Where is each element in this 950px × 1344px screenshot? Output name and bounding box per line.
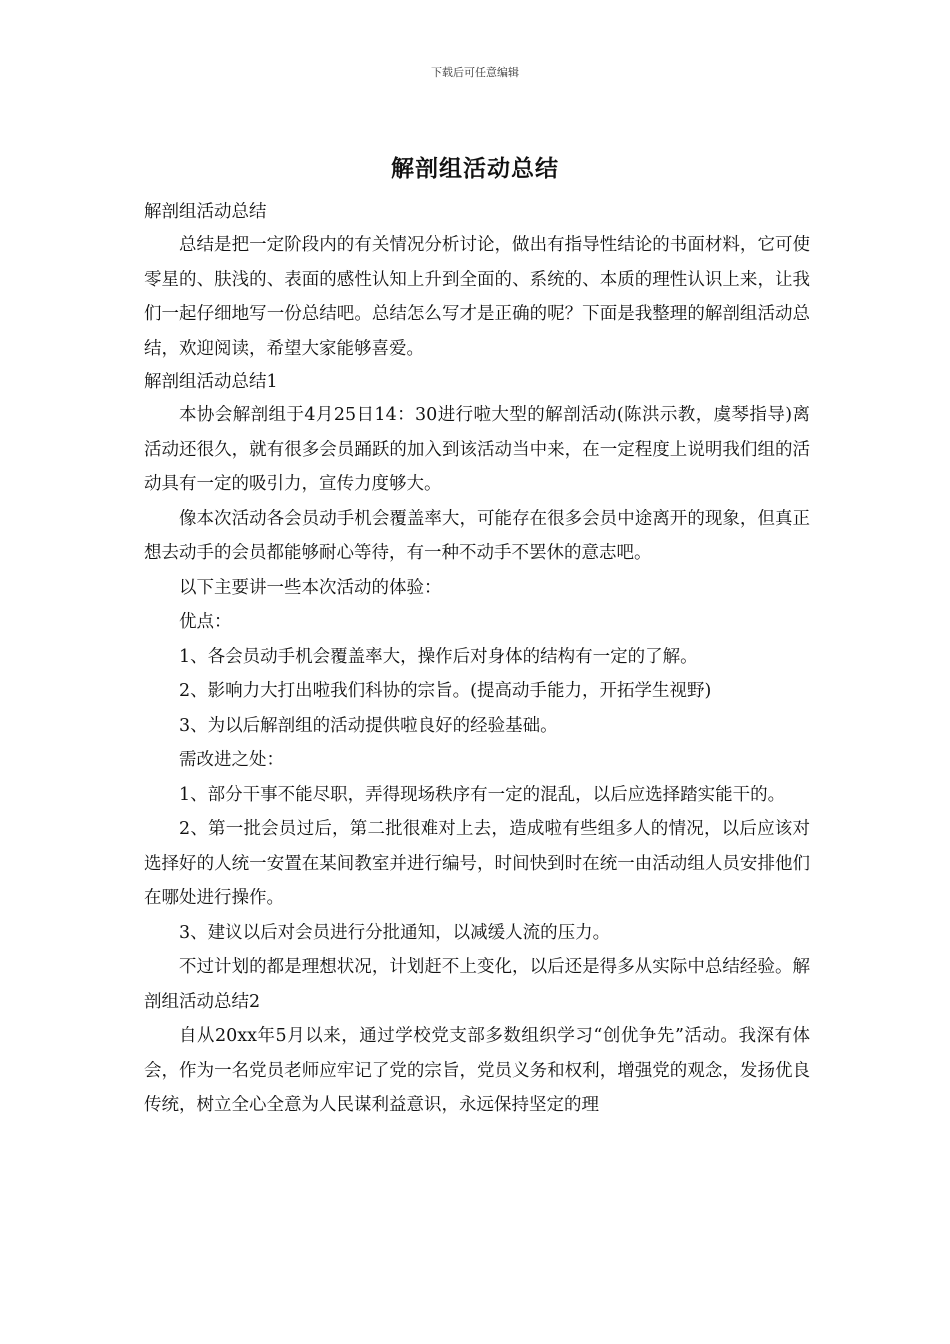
document-body: [144, 196, 810, 1123]
paragraph: 本协会解剖组于4月25日14：30进行啦大型的解剖活动(陈洪示教，虞琴指导)离活动还很久，就有很多会员踊跃的加入到该活动当中来，在一定程度上说明我们组的活动具有一定的吸引力，宣传力度够大。: [144, 405, 810, 494]
paragraph: 总结是把一定阶段内的有关情况分析讨论，做出有指导性结论的书面材料，它可使零星的、肤浅的、表面的感性认知上升到全面的、系统的、本质的理性认识上来，让我们一起仔细地写一份总结吧。总结怎么写才是正确的呢？下面是我整理的解剖组活动总结，欢迎阅读，希望大家能够喜爱。: [144, 235, 810, 359]
paragraph: 以下主要讲一些本次活动的体验：: [179, 577, 442, 598]
list-item: 1、部分干事不能尽职，弄得现场秩序有一定的混乱，以后应选择踏实能干的。: [179, 784, 786, 805]
section-heading: 解剖组活动总结: [144, 202, 267, 222]
list-item: 3、为以后解剖组的活动提供啦良好的经验基础。: [179, 715, 558, 736]
header-note: 下载后可任意编辑: [431, 66, 519, 79]
paragraph: 不过计划的都是理想状况，计划赶不上变化，以后还是得多从实际中总结经验。解剖组活动总结2: [144, 957, 810, 1012]
section-heading: 解剖组活动总结1: [144, 372, 278, 392]
paragraph: 优点：: [179, 612, 232, 632]
list-item: 3、建议以后对会员进行分批通知，以减缓人流的压力。: [179, 922, 611, 943]
paragraph: 自从20xx年5月以来，通过学校党支部多数组织学习“创优争先”活动。我深有体会，作为一名党员老师应牢记了党的宗旨，党员义务和权利，增强党的观念，发扬优良传统，树立全心全意为人民谋利益意识，永远保持坚定的理: [144, 1026, 810, 1115]
paragraph: 像本次活动各会员动手机会覆盖率大，可能存在很多会员中途离开的现象，但真正想去动手的会员都能够耐心等待，有一种不动手不罢休的意志吧。: [144, 508, 810, 563]
paragraph: 需改进之处：: [179, 750, 284, 770]
document-title: 解剖组活动总结: [391, 155, 559, 182]
list-item: 2、第一批会员过后，第二批很难对上去，造成啦有些组多人的情况，以后应该对选择好的人统一安置在某间教室并进行编号，时间快到时在统一由活动组人员安排他们在哪处进行操作。: [144, 819, 810, 908]
list-item: 1、各会员动手机会覆盖率大，操作后对身体的结构有一定的了解。: [179, 646, 698, 667]
list-item: 2、影响力大打出啦我们科协的宗旨。(提高动手能力，开拓学生视野): [179, 681, 712, 701]
